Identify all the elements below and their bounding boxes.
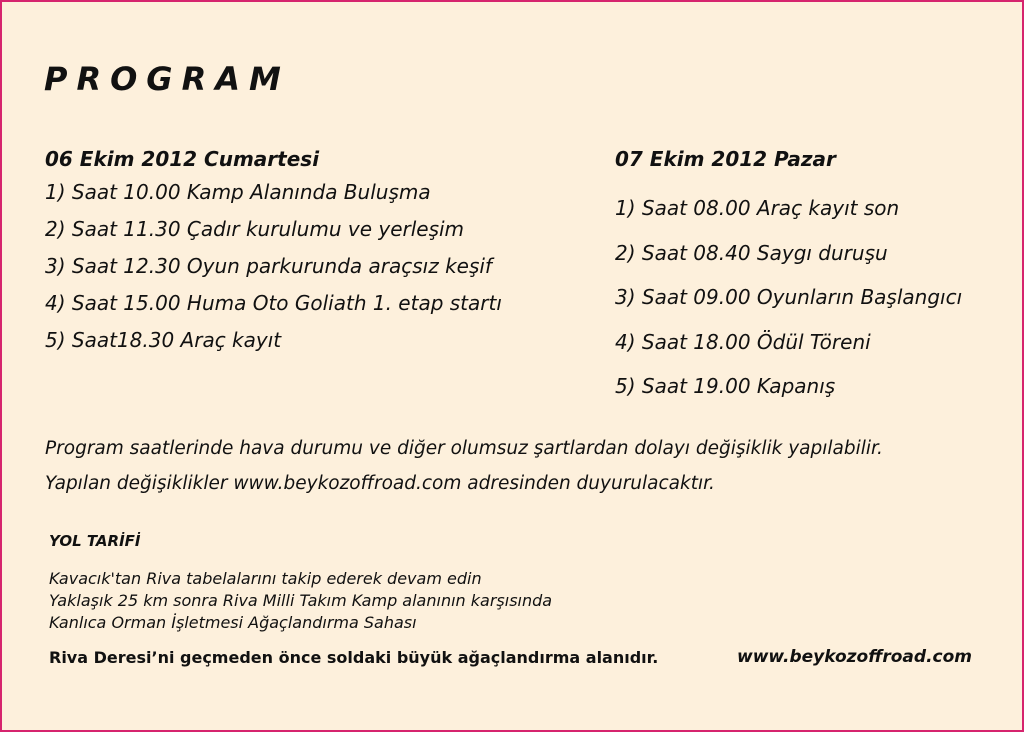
day1-schedule [45, 144, 502, 359]
day2-item: 4) Saat 18.00 Ödül Töreni [615, 329, 871, 354]
website-url: www.beykozoffroad.com [737, 647, 973, 667]
day2-item: 1) Saat 08.00 Araç kayıt son [615, 196, 900, 220]
day2-item: 5) Saat 19.00 Kapanış [615, 374, 836, 398]
directions-line: Kanlıca Orman İşletmesi Ağaçlandırma Sahası [49, 613, 417, 632]
directions-text [49, 568, 552, 634]
day2-schedule [615, 144, 962, 409]
day2-item: 2) Saat 08.40 Saygı duruşu [615, 240, 888, 265]
day1-item: 1) Saat 10.00 Kamp Alanında Buluşma [45, 180, 431, 204]
day1-item: 2) Saat 11.30 Çadır kurulumu ve yerleşim [45, 217, 465, 241]
directions-line: Yaklaşık 25 km sonra Riva Milli Takım Kamp alanının karşısında [49, 591, 553, 610]
day1-item: 5) Saat18.30 Araç kayıt [45, 328, 282, 352]
notice-line: Yapılan değişiklikler www.beykozoffroad.com adresinden duyurulacaktır. [45, 473, 715, 494]
directions-note: Riva Deresi’ni geçmeden önce soldaki büyük ağaçlandırma alanıdır. [49, 648, 659, 667]
directions-heading: YOL TARİFİ [49, 532, 141, 550]
page-title: PROGRAM [44, 60, 290, 98]
day1-item: 4) Saat 15.00 Huma Oto Goliath 1. etap startı [45, 291, 502, 315]
directions-line: Kavacık'tan Riva tabelalarını takip ederek devam edin [49, 569, 482, 588]
day1-heading: 06 Ekim 2012 Cumartesi [45, 147, 320, 171]
notice-line: Program saatlerinde hava durumu ve diğer olumsuz şartlardan dolayı değişiklik yapılabilir. [45, 438, 883, 459]
schedule-notice [45, 431, 883, 501]
day2-heading: 07 Ekim 2012 Pazar [615, 147, 836, 171]
day2-item: 3) Saat 09.00 Oyunların Başlangıcı [615, 285, 963, 309]
day1-item: 3) Saat 12.30 Oyun parkurunda araçsız keşif [45, 254, 492, 278]
